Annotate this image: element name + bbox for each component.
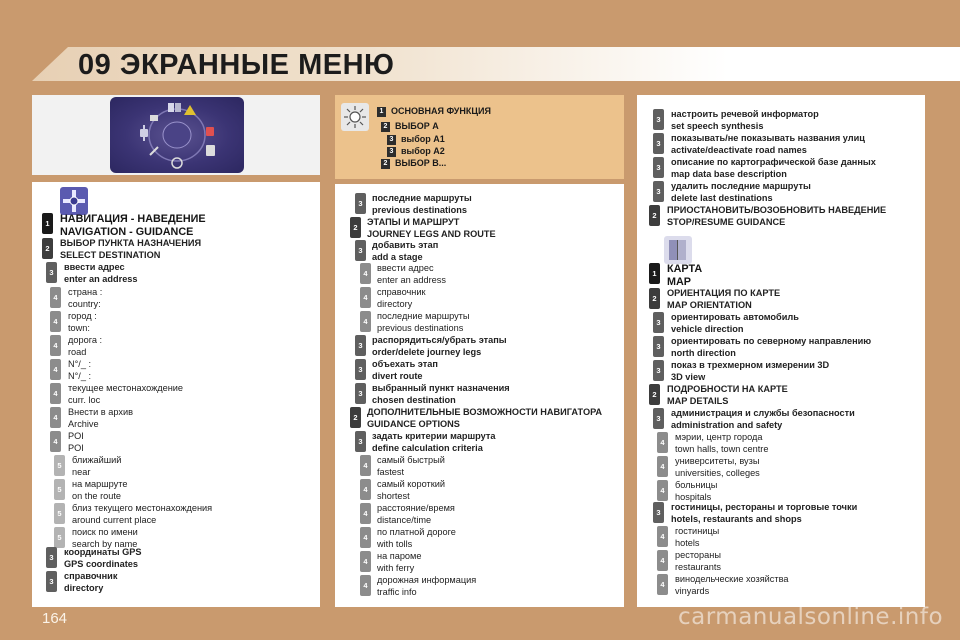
- menu-item-en: vehicle direction: [671, 323, 744, 334]
- menu-item-ru: ориентировать по северному направлению: [671, 336, 872, 346]
- level-badge: 2: [649, 384, 660, 405]
- menu-icon-clock: [172, 158, 182, 168]
- menu-item-en: enter an address: [64, 273, 138, 284]
- menu-item-text: [367, 217, 496, 240]
- menu-item-en: administration and safety: [671, 419, 783, 430]
- menu-item-ru: самый короткий: [377, 479, 446, 489]
- level-badge: 2: [350, 407, 361, 428]
- menu-item-ru: последние маршруты: [372, 193, 472, 203]
- menu-item-ru: задать критерии маршрута: [372, 431, 496, 441]
- menu-item-text: [671, 133, 865, 156]
- menu-item-en: on the route: [72, 490, 122, 501]
- legend-level-badge: 3: [387, 135, 396, 145]
- menu-item-text: [377, 287, 426, 310]
- level-badge: 5: [54, 527, 65, 548]
- level-badge: 5: [54, 479, 65, 500]
- level-badge: 3: [653, 157, 664, 178]
- menu-item-en: with ferry: [377, 562, 415, 573]
- level-badge: 4: [360, 287, 371, 308]
- legend-level-badge: 1: [377, 107, 386, 117]
- level-badge: 3: [653, 312, 664, 333]
- menu-item-text: [68, 287, 102, 310]
- menu-item-en: road: [68, 346, 87, 357]
- level-badge: 2: [649, 288, 660, 309]
- menu-item-ru: мэрии, центр города: [675, 432, 763, 442]
- menu-item-en: JOURNEY LEGS AND ROUTE: [367, 228, 496, 239]
- menu-item-en: MAP ORIENTATION: [667, 299, 752, 310]
- legend-level-badge: 3: [387, 147, 396, 157]
- menu-item-en: map data base description: [671, 168, 787, 179]
- menu-item-en: town:: [68, 322, 90, 333]
- menu-item-ru: POI: [68, 431, 84, 441]
- menu-item-ru: распорядиться/убрать этапы: [372, 335, 507, 345]
- menu-item-en: search by name: [72, 538, 138, 549]
- menu-item-ru: объехать этап: [372, 359, 438, 369]
- menu-item-en: delete last destinations: [671, 192, 773, 203]
- menu-item-text: [372, 359, 438, 382]
- menu-item-ru: ПРИОСТАНОВИТЬ/ВОЗОБНОВИТЬ НАВЕДЕНИЕ: [667, 205, 887, 215]
- menu-item-en: vinyards: [675, 585, 710, 596]
- level-badge: 3: [355, 383, 366, 404]
- menu-item-ru: дорога :: [68, 335, 103, 345]
- menu-item-text: [671, 109, 819, 132]
- menu-item-text: [72, 455, 121, 478]
- level-badge: 4: [50, 335, 61, 356]
- menu-item-ru: удалить последние маршруты: [671, 181, 811, 191]
- menu-icon-phone: [206, 145, 215, 156]
- menu-item-ru: Внести в архив: [68, 407, 133, 417]
- menu-item-ru: ввести адрес: [64, 262, 125, 272]
- legend-item-text: выбор A2: [401, 146, 445, 156]
- menu-item-text: [671, 336, 871, 359]
- menu-item-ru: координаты GPS: [64, 547, 142, 557]
- menu-item-text: [671, 408, 855, 431]
- menu-item-en: previous destinations: [372, 204, 467, 215]
- level-badge: 4: [360, 575, 371, 596]
- legend-item-text: ВЫБОР B...: [395, 158, 447, 168]
- menu-item-en: enter an address: [377, 274, 446, 285]
- menu-item-en: MAP: [667, 275, 691, 288]
- menu-item-ru: ВЫБОР ПУНКТА НАЗНАЧЕНИЯ: [60, 238, 202, 248]
- level-badge: 3: [653, 360, 664, 381]
- level-badge: 4: [360, 263, 371, 284]
- menu-item-en: Archive: [68, 418, 99, 429]
- menu-item-ru: поиск по имени: [72, 527, 138, 537]
- level-badge: 4: [657, 432, 668, 453]
- menu-item-en: traffic info: [377, 586, 417, 597]
- menu-item-en: north direction: [671, 347, 736, 358]
- menu-item-en: directory: [64, 582, 104, 593]
- menu-item-text: [377, 311, 470, 334]
- menu-item-en: hotels: [675, 537, 700, 548]
- menu-item-en: directory: [377, 298, 413, 309]
- menu-item-ru: город :: [68, 311, 97, 321]
- level-badge: 4: [657, 456, 668, 477]
- menu-item-en: MAP DETAILS: [667, 395, 729, 406]
- menu-item-ru: ввести адрес: [377, 263, 434, 273]
- menu-item-text: [372, 335, 507, 358]
- legend-level-badge: 2: [381, 122, 390, 132]
- menu-item-ru: последние маршруты: [377, 311, 470, 321]
- menu-item-text: [667, 288, 780, 311]
- menu-item-text: [675, 550, 721, 573]
- level-badge: 4: [360, 455, 371, 476]
- level-badge: 4: [50, 431, 61, 452]
- menu-item-ru: на пароме: [377, 551, 422, 561]
- menu-item-text: [675, 480, 717, 503]
- level-badge: 3: [653, 109, 664, 130]
- level-badge: 4: [360, 527, 371, 548]
- level-badge: 3: [46, 547, 57, 568]
- menu-item-en: with tolls: [377, 538, 413, 549]
- level-badge: 3: [653, 133, 664, 154]
- legend-header: ОСНОВНАЯ ФУНКЦИЯ: [391, 106, 491, 116]
- menu-item-en: fastest: [377, 466, 405, 477]
- level-badge: 3: [653, 181, 664, 202]
- menu-item-text: [68, 335, 102, 358]
- menu-item-text: [68, 383, 183, 406]
- menu-item-ru: рестораны: [675, 550, 721, 560]
- menu-item-en: set speech synthesis: [671, 120, 764, 131]
- menu-icon-music: [206, 127, 214, 136]
- menu-item-ru: администрация и службы безопасности: [671, 408, 855, 418]
- menu-item-text: [671, 181, 811, 204]
- level-badge: 4: [50, 287, 61, 308]
- menu-item-ru: текущее местонахождение: [68, 383, 184, 393]
- level-badge: 3: [355, 335, 366, 356]
- menu-item-ru: ПОДРОБНОСТИ НА КАРТЕ: [667, 384, 788, 394]
- level-badge: 3: [653, 502, 664, 523]
- level-badge: 3: [355, 193, 366, 214]
- menu-item-text: [667, 384, 788, 407]
- menu-item-text: [675, 432, 768, 455]
- menu-item-text: [72, 503, 212, 526]
- menu-item-en: divert route: [372, 370, 423, 381]
- menu-item-text: [372, 240, 438, 263]
- menu-item-ru: добавить этап: [372, 240, 439, 250]
- menu-item-en: previous destinations: [377, 322, 464, 333]
- level-badge: 3: [653, 336, 664, 357]
- level-badge: 4: [657, 550, 668, 571]
- menu-item-text: [64, 571, 117, 594]
- menu-item-text: [68, 431, 84, 454]
- menu-item-text: [671, 502, 857, 525]
- level-badge: 4: [657, 526, 668, 547]
- menu-item-en: shortest: [377, 490, 410, 501]
- menu-item-ru: настроить речевой информатор: [671, 109, 819, 119]
- menu-item-text: [372, 383, 510, 406]
- menu-item-text: [377, 575, 476, 598]
- menu-item-ru: показывать/не показывать названия улиц: [671, 133, 865, 143]
- menu-item-text: [377, 503, 455, 526]
- menu-icon-traffic: [150, 115, 158, 121]
- menu-item-en: N°/_ :: [68, 370, 92, 381]
- level-badge: 5: [54, 455, 65, 476]
- level-badge: 4: [657, 480, 668, 501]
- level-badge: 4: [657, 574, 668, 595]
- menu-item-en: GUIDANCE OPTIONS: [367, 418, 460, 429]
- map-book-icon: [664, 236, 692, 264]
- menu-item-en: POI: [68, 442, 84, 453]
- menu-item-text: [64, 547, 142, 570]
- menu-item-text: [671, 312, 799, 335]
- menu-item-text: [68, 359, 91, 382]
- menu-item-ru: университеты, вузы: [675, 456, 760, 466]
- level-badge: 3: [46, 571, 57, 592]
- menu-item-en: define calculation criteria: [372, 442, 483, 453]
- menu-item-ru: по платной дороге: [377, 527, 456, 537]
- legend-item-text: ВЫБОР A: [395, 121, 439, 131]
- menu-item-ru: описание по картографической базе данных: [671, 157, 876, 167]
- menu-item-ru: ближайший: [72, 455, 122, 465]
- navigation-screen-image: [110, 97, 244, 173]
- light-bulb-icon: [341, 103, 369, 131]
- menu-item-text: [68, 407, 133, 430]
- menu-item-en: hospitals: [675, 491, 712, 502]
- menu-item-en: STOP/RESUME GUIDANCE: [667, 216, 786, 227]
- menu-item-ru: ДОПОЛНИТЕЛЬНЫЕ ВОЗМОЖНОСТИ НАВИГАТОРА: [367, 407, 603, 417]
- menu-item-text: [377, 263, 446, 286]
- menu-item-en: add a stage: [372, 251, 423, 262]
- menu-item-text: [667, 263, 702, 288]
- level-badge: 3: [653, 408, 664, 429]
- navigation-compass-icon: [60, 187, 88, 215]
- page-title: 09 ЭКРАННЫЕ МЕНЮ: [78, 49, 395, 81]
- level-badge: 4: [360, 503, 371, 524]
- menu-item-text: [377, 527, 456, 550]
- menu-item-en: chosen destination: [372, 394, 456, 405]
- menu-item-en: town halls, town centre: [675, 443, 769, 454]
- level-badge: 3: [355, 240, 366, 261]
- menu-item-en: SELECT DESTINATION: [60, 249, 161, 260]
- menu-icon-map: [168, 103, 181, 112]
- menu-item-ru: дорожная информация: [377, 575, 477, 585]
- menu-item-ru: выбранный пункт назначения: [372, 383, 510, 393]
- menu-item-text: [675, 456, 760, 479]
- level-badge: 2: [42, 238, 53, 259]
- menu-item-text: [60, 238, 201, 261]
- menu-item-en: near: [72, 466, 91, 477]
- menu-item-ru: КАРТА: [667, 263, 703, 275]
- watermark: carmanualsonline.info: [678, 604, 944, 630]
- menu-item-ru: справочник: [377, 287, 426, 297]
- menu-item-en: 3D view: [671, 371, 706, 382]
- level-badge: 3: [46, 262, 57, 283]
- menu-item-ru: гостиницы: [675, 526, 720, 536]
- level-badge: 4: [50, 311, 61, 332]
- level-badge: 4: [360, 551, 371, 572]
- menu-item-en: distance/time: [377, 514, 432, 525]
- level-badge: 2: [649, 205, 660, 226]
- level-badge: 2: [350, 217, 361, 238]
- menu-item-text: [675, 526, 719, 549]
- menu-item-en: NAVIGATION - GUIDANCE: [60, 225, 194, 238]
- menu-item-text: [377, 455, 445, 478]
- menu-item-ru: показ в трехмерном измерении 3D: [671, 360, 830, 370]
- legend-item-text: выбор A1: [401, 134, 445, 144]
- menu-item-text: [367, 407, 602, 430]
- menu-item-text: [60, 213, 206, 238]
- menu-item-en: curr. loc: [68, 394, 101, 405]
- level-badge: 3: [355, 431, 366, 452]
- menu-item-text: [377, 551, 421, 574]
- menu-item-ru: на маршруте: [72, 479, 128, 489]
- menu-item-text: [372, 193, 472, 216]
- menu-item-text: [372, 431, 496, 454]
- menu-item-en: order/delete journey legs: [372, 346, 482, 357]
- menu-item-text: [377, 479, 445, 502]
- menu-item-ru: N°/_ :: [68, 359, 92, 369]
- page-number: 164: [42, 610, 68, 627]
- level-badge: 4: [50, 359, 61, 380]
- menu-item-en: restaurants: [675, 561, 721, 572]
- menu-item-text: [671, 157, 876, 180]
- menu-item-en: GPS coordinates: [64, 558, 139, 569]
- level-badge: 4: [360, 479, 371, 500]
- level-badge: 1: [42, 213, 53, 234]
- menu-item-ru: ОРИЕНТАЦИЯ ПО КАРТЕ: [667, 288, 781, 298]
- menu-item-text: [72, 479, 127, 502]
- level-badge: 4: [50, 407, 61, 428]
- menu-item-ru: близ текущего местонахождения: [72, 503, 213, 513]
- menu-item-text: [667, 205, 886, 228]
- menu-item-ru: ориентировать автомобиль: [671, 312, 799, 322]
- level-badge: 5: [54, 503, 65, 524]
- menu-item-text: [671, 360, 829, 383]
- legend-level-badge: 2: [381, 159, 390, 169]
- menu-item-ru: справочник: [64, 571, 118, 581]
- menu-item-text: [675, 574, 789, 597]
- menu-item-en: country:: [68, 298, 101, 309]
- menu-item-ru: больницы: [675, 480, 718, 490]
- menu-item-ru: ЭТАПЫ И МАРШРУТ: [367, 217, 460, 227]
- menu-icon-navigation: [140, 125, 148, 141]
- menu-item-ru: НАВИГАЦИЯ - НАВЕДЕНИЕ: [60, 213, 206, 225]
- menu-item-en: around current place: [72, 514, 157, 525]
- menu-item-en: hotels, restaurants and shops: [671, 513, 802, 524]
- menu-item-text: [68, 311, 97, 334]
- menu-item-text: [64, 262, 138, 285]
- level-badge: 1: [649, 263, 660, 284]
- menu-item-ru: гостиницы, рестораны и торговые точки: [671, 502, 858, 512]
- level-badge: 4: [360, 311, 371, 332]
- menu-item-ru: страна :: [68, 287, 103, 297]
- menu-item-en: universities, colleges: [675, 467, 760, 478]
- menu-item-ru: расстояние/время: [377, 503, 455, 513]
- level-badge: 4: [50, 383, 61, 404]
- menu-item-en: activate/deactivate road names: [671, 144, 807, 155]
- menu-item-ru: самый быстрый: [377, 455, 445, 465]
- level-badge: 3: [355, 359, 366, 380]
- menu-item-ru: винодельческие хозяйства: [675, 574, 789, 584]
